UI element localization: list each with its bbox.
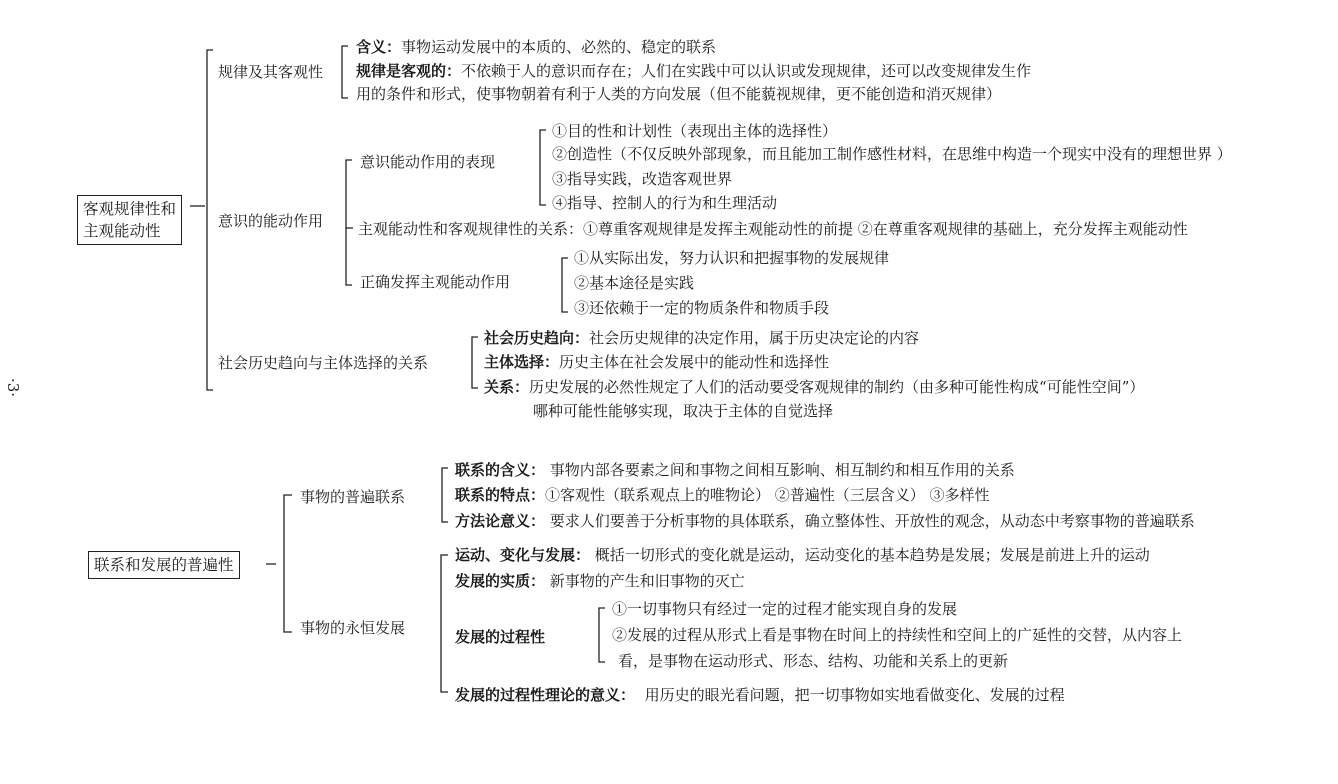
correct-role-label: 正确发挥主观能动作用 (360, 273, 511, 291)
history-trend-row (484, 328, 919, 348)
process-item-1: ①一切事物只有经过一定的过程才能实现自身的发展 (612, 600, 958, 618)
root-node-objective-law (77, 195, 182, 245)
history-relation-label: 关系： (484, 378, 530, 396)
subject-choice-row (484, 352, 829, 372)
law-objective-label: 规律是客观的： (356, 62, 462, 80)
root-node-line-1: 客观规律性和 (83, 200, 177, 218)
methodology-label: 方法论意义： (455, 512, 546, 530)
essence-row (455, 571, 745, 591)
methodology-row (455, 511, 1195, 531)
correct-item-2: ②基本途径是实践 (574, 274, 695, 292)
process-theory-row (455, 685, 1065, 705)
branch-history-choice: 社会历史趋向与主体选择的关系 (218, 354, 429, 372)
motion-text: 概括一切形式的变化就是运动，运动变化的基本趋势是发展；发展是前进上升的运动 (594, 546, 1150, 564)
connection-traits-label: 联系的特点： (455, 486, 546, 504)
law-meaning-label: 含义： (356, 38, 402, 56)
process-theory-label: 发展的过程性理论的意义： (455, 686, 636, 704)
motion-row (455, 545, 1150, 565)
connection-meaning-text: 事物内部各要素之间和事物之间相互影响、相互制约和相互作用的关系 (549, 461, 1015, 479)
root-node-connection-development: 联系和发展的普遍性 (88, 551, 240, 579)
history-trend-label: 社会历史趋向： (484, 329, 590, 347)
law-objective-row (356, 61, 1031, 81)
process-item-2: ②发展的过程从形式上看是事物在时间上的持续性和空间上的广延性的交替，从内容上 (612, 626, 1183, 644)
manifest-label: 意识能动作用的表现 (360, 153, 496, 171)
branch-universal-connection: 事物的普遍联系 (300, 488, 406, 506)
manifest-item-2: ②创造性（不仅反映外部现象，而且能加工制作感性材料，在思维中构造一个现实中没有的理想世界 ） (552, 145, 1232, 163)
law-meaning-text: 事物运动发展中的本质的、必然的、稳定的联系 (401, 38, 717, 56)
page-number: ·3· (4, 378, 22, 398)
root-node-line-2: 主观能动性 (83, 222, 161, 240)
process-theory-text: 用历史的眼光看问题，把一切事物如实地看做变化、发展的过程 (644, 686, 1065, 704)
methodology-text: 要求人们要善于分析事物的具体联系，确立整体性、开放性的观念，从动态中考察事物的普遍联系 (549, 512, 1195, 530)
branch-law-objectivity: 规律及其客观性 (218, 63, 324, 81)
motion-label: 运动、变化与发展： (455, 546, 591, 564)
essence-label: 发展的实质： (455, 572, 546, 590)
correct-item-1: ①从实际出发，努力认识和把握事物的发展规律 (574, 249, 890, 267)
history-trend-text: 社会历史规律的决定作用，属于历史决定论的内容 (589, 329, 920, 347)
manifest-item-1: ①目的性和计划性（表现出主体的选择性） (552, 122, 838, 140)
law-objective-text-1: 不依赖于人的意识而存在；人们在实践中可以认识或发现规律，还可以改变规律发生作 (461, 62, 1032, 80)
connection-traits-text: ①客观性（联系观点上的唯物论） ②普遍性（三层含义） ③多样性 (545, 486, 990, 504)
process-item-3: 看，是事物在运动形式、形态、结构、功能和关系上的更新 (618, 652, 1009, 670)
manifest-item-3: ③指导实践，改造客观世界 (552, 170, 733, 188)
correct-item-3: ③还依赖于一定的物质条件和物质手段 (574, 299, 830, 317)
manifest-item-4: ④指导、控制人的行为和生理活动 (552, 194, 778, 212)
process-label: 发展的过程性 (455, 628, 546, 646)
connection-meaning-row (455, 460, 1015, 480)
history-relation-row (484, 377, 1144, 397)
subject-choice-label: 主体选择： (484, 353, 560, 371)
history-relation-text-2: 哪种可能性能够实现，取决于主体的自觉选择 (533, 402, 834, 420)
law-meaning-row (356, 37, 716, 57)
history-relation-text-1: 历史发展的必然性规定了人们的活动要受客观规律的制约（由多种可能性构成“可能性空间”） (529, 378, 1145, 396)
subject-choice-text: 历史主体在社会发展中的能动性和选择性 (559, 353, 830, 371)
connection-traits-row (455, 485, 990, 505)
connection-meaning-label: 联系的含义： (455, 461, 546, 479)
essence-text: 新事物的产生和旧事物的灭亡 (549, 572, 745, 590)
branch-consciousness-role: 意识的能动作用 (218, 212, 324, 230)
branch-eternal-development: 事物的永恒发展 (300, 619, 406, 637)
law-objective-text-2: 用的条件和形式，使事物朝着有利于人类的方向发展（但不能藐视规律，更不能创造和消灭规律） (356, 85, 1002, 103)
relation-text: 主观能动性和客观规律性的关系：①尊重客观规律是发挥主观能动性的前提 ②在尊重客观规律的基础上，充分发挥主观能动性 (358, 220, 1188, 238)
